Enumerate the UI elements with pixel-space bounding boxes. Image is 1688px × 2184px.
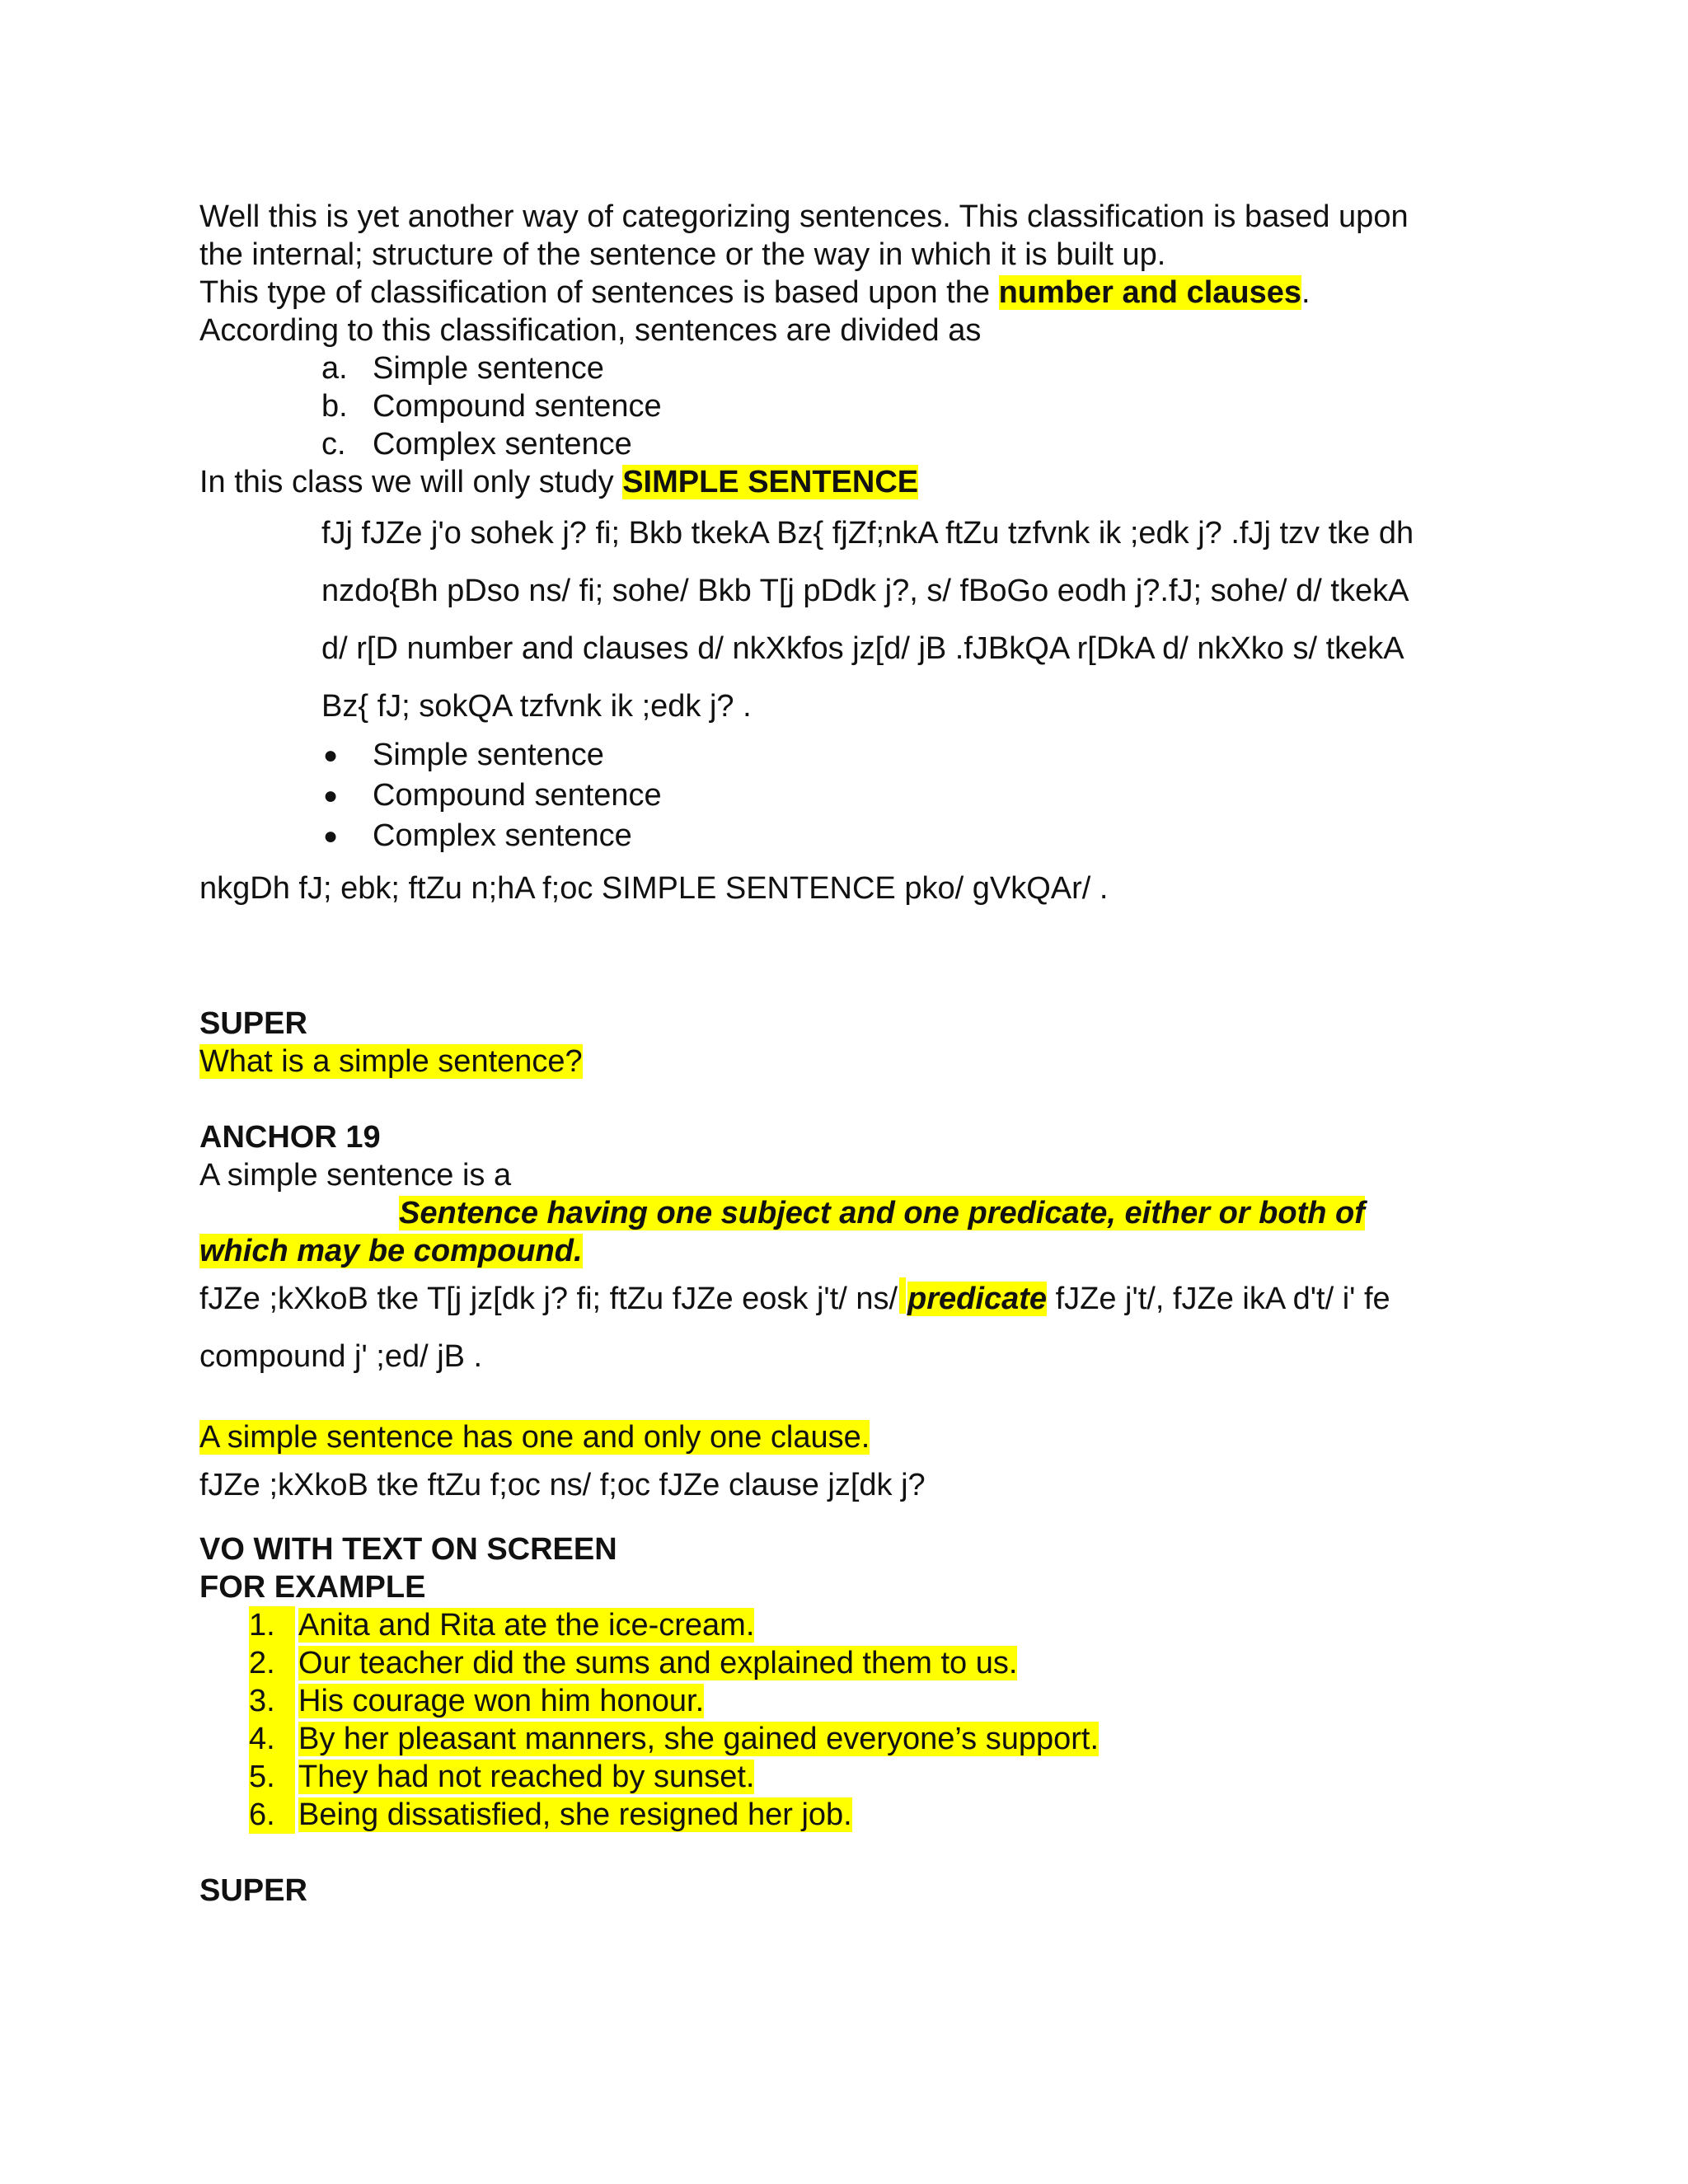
anchor-hindi-line-2: compound j' ;ed/ jB . <box>199 1339 483 1374</box>
intro-line-3-text: This type of classification of sentences is based upon the <box>199 275 999 310</box>
example-heading: FOR EXAMPLE <box>199 1570 426 1605</box>
clause-hindi-line: fJZe ;kXkoB tke ftZu f;oc ns/ f;oc fJZe clause jz[dk j? <box>199 1468 926 1502</box>
hindi-line: d/ r[D number and clauses d/ nkXkfos jz[d/ jB .fJBkQA r[DkA d/ nkXko s/ tkekA <box>321 631 1404 666</box>
bullet-list <box>199 735 1502 856</box>
list-item <box>199 816 1502 856</box>
bullet-icon: ● <box>323 823 339 850</box>
list-item-label: Complex sentence <box>373 427 632 462</box>
list-item <box>199 349 1502 387</box>
list-marker: 2. <box>249 1644 295 1682</box>
list-item-label: Complex sentence <box>373 818 632 853</box>
bullet-icon: ● <box>323 742 339 769</box>
highlight-clause: A simple sentence has one and only one clause. <box>199 1420 870 1455</box>
highlight-mark <box>899 1277 906 1314</box>
hindi-line: Bz{ fJ; sokQA tzfvnk ik ;edk j? . <box>321 689 752 724</box>
anchor-intro: A simple sentence is a <box>199 1158 512 1193</box>
list-item-label: Simple sentence <box>373 738 604 772</box>
list-item <box>199 776 1502 816</box>
anchor-hindi-line-1 <box>199 1270 1502 1328</box>
highlight-number-and-clauses: number and clauses <box>998 275 1302 310</box>
example-text: They had not reached by sunset. <box>298 1760 755 1794</box>
list-item-label: Compound sentence <box>373 778 662 813</box>
list-marker: 6. <box>249 1796 295 1834</box>
list-marker: 4. <box>249 1720 295 1758</box>
highlight-question: What is a simple sentence? <box>199 1044 583 1079</box>
highlight-simple-sentence: SIMPLE SENTENCE <box>622 465 919 499</box>
list-marker: b. <box>321 389 348 424</box>
list-item <box>199 387 1502 425</box>
super-heading-2: SUPER <box>199 1873 307 1908</box>
list-marker: 5. <box>249 1758 295 1796</box>
highlight-definition-2: which may be compound. <box>199 1234 583 1268</box>
example-text: By her pleasant manners, she gained everyone’s support. <box>298 1722 1100 1756</box>
list-item <box>199 1758 1502 1796</box>
example-text: Being dissatisfied, she resigned her job. <box>298 1797 852 1832</box>
list-item <box>199 735 1502 776</box>
list-marker: a. <box>321 351 348 386</box>
hindi-paragraph <box>199 504 1502 735</box>
intro-line-1: Well this is yet another way of categorizing sentences. This classification is based upon <box>199 199 1409 234</box>
sentence-types-list <box>199 349 1502 463</box>
example-text: Our teacher did the sums and explained them to us. <box>298 1646 1018 1680</box>
document-body <box>199 198 1502 1910</box>
list-marker: 1. <box>249 1606 295 1644</box>
definition-line-2 <box>199 1232 1502 1270</box>
list-item-label: Compound sentence <box>373 389 662 424</box>
list-marker: c. <box>321 427 346 462</box>
list-item <box>199 425 1502 463</box>
example-text: Anita and Rita ate the ice-cream. <box>298 1608 755 1643</box>
intro-line-2: the internal; structure of the sentence or the way in which it is built up. <box>199 237 1166 272</box>
anchor-hindi-text-end: fJZe j't/, fJZe ikA d't/ i' fe <box>1047 1282 1390 1316</box>
hindi-line: nzdo{Bh pDso ns/ fi; sohe/ Bkb T[j pDdk j?, s/ fBoGo eodh j?.fJ; sohe/ d/ tkekA <box>321 574 1409 608</box>
study-text: In this class we will only study <box>199 465 623 499</box>
bullet-icon: ● <box>323 782 339 809</box>
list-item <box>199 1644 1502 1682</box>
intro-line-3-end: . <box>1301 275 1311 310</box>
list-item <box>199 1720 1502 1758</box>
vo-heading: VO WITH TEXT ON SCREEN <box>199 1532 617 1567</box>
intro-line-4: According to this classification, sentences are divided as <box>199 313 982 348</box>
hindi-line: fJj fJZe j'o sohek j? fi; Bkb tkekA Bz{ fjZf;nkA ftZu tzfvnk ik ;edk j? .fJj tzv tke dh <box>321 516 1414 551</box>
list-item <box>199 1682 1502 1720</box>
list-item-label: Simple sentence <box>373 351 604 386</box>
anchor-hindi-text: fJZe ;kXkoB tke T[j jz[dk j? fi; ftZu fJZe eosk j't/ ns/ <box>199 1282 898 1316</box>
highlight-definition-1: Sentence having one subject and one predicate, either or both of <box>399 1196 1365 1230</box>
anchor-heading: ANCHOR 19 <box>199 1120 381 1155</box>
intro-line-3 <box>199 274 1502 312</box>
highlight-predicate: predicate <box>907 1282 1048 1316</box>
list-item <box>199 1606 1502 1644</box>
examples-list <box>199 1606 1502 1834</box>
definition-line-1 <box>199 1194 1502 1232</box>
question-line <box>199 1043 1502 1080</box>
list-marker: 3. <box>249 1682 295 1720</box>
list-item <box>199 1796 1502 1834</box>
example-text: His courage won him honour. <box>298 1684 705 1718</box>
super-heading: SUPER <box>199 1006 307 1041</box>
hindi-study-line: nkgDh fJ; ebk; ftZu n;hA f;oc SIMPLE SENTENCE pko/ gVkQAr/ . <box>199 871 1109 906</box>
clause-line <box>199 1418 1502 1456</box>
study-line <box>199 463 1502 501</box>
